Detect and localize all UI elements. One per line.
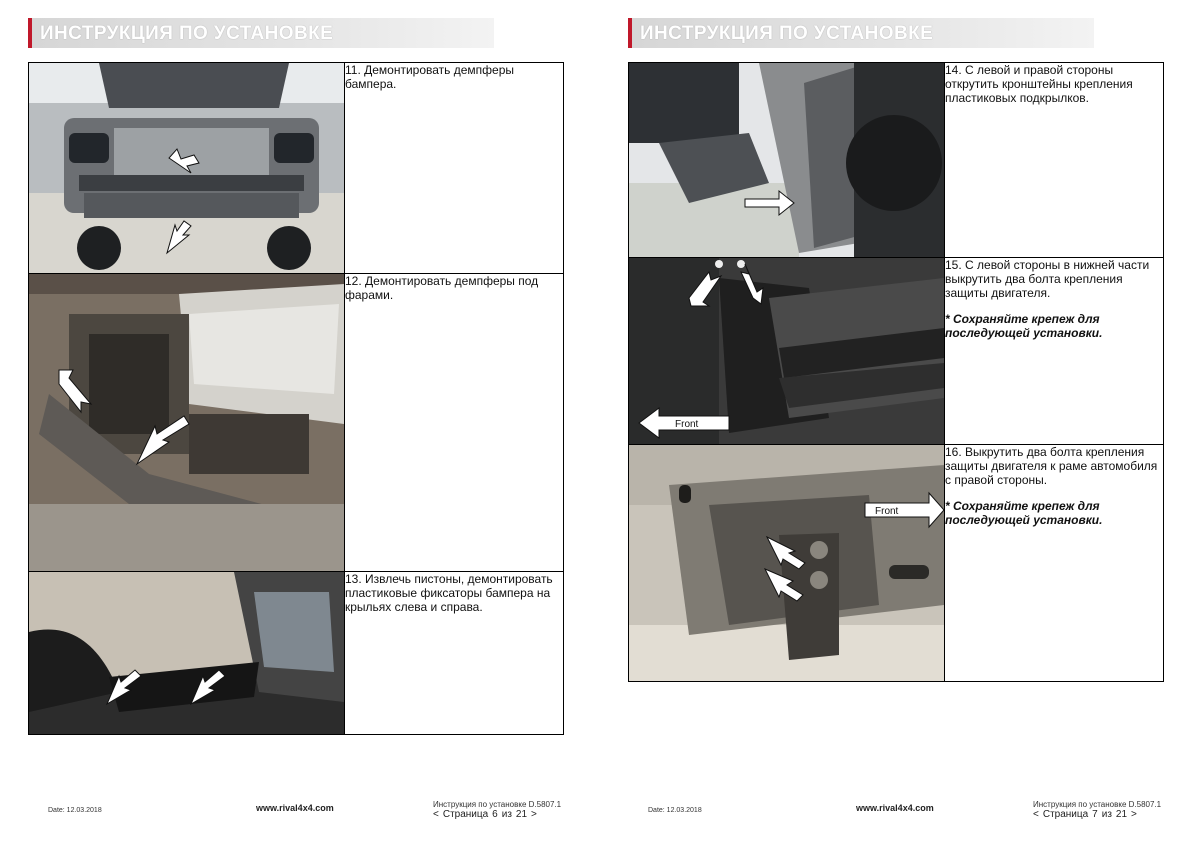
footer-doc: Инструкция по установке D.5807.1: [433, 800, 562, 809]
step-text-11: [345, 63, 564, 274]
steps-table: [628, 62, 1164, 682]
page-of: из: [501, 809, 512, 820]
step-row-14: [629, 63, 1164, 258]
engine-guard-right-photo: [629, 445, 944, 681]
page-counter: [433, 809, 541, 820]
wheel-arch-photo: [629, 63, 944, 257]
step-description: 12. Демонтировать демпферы под фарами.: [345, 274, 539, 302]
step-description: 15. С левой стороны в нижней части выкрутить два болта крепления защиты двигателя.: [945, 258, 1150, 300]
step-description: 13. Извлечь пистоны, демонтировать пластиковые фиксаторы бампера на крыльях слева и справа.: [345, 572, 553, 614]
fender-bracket-photo: [29, 572, 344, 734]
page-suffix: >: [531, 809, 537, 820]
page-of: из: [1101, 809, 1112, 820]
step-photo-11: [29, 63, 345, 274]
footer-doc: Инструкция по установке D.5807.1: [1033, 800, 1162, 809]
step-note: * Сохраняйте крепеж для последующей установки.: [945, 499, 1103, 527]
step-photo-14: [629, 63, 945, 258]
front-label: Front: [675, 419, 699, 430]
footer-site: www.rival4x4.com: [256, 803, 334, 813]
step-row-15: [629, 258, 1164, 445]
step-text-13: [345, 572, 564, 735]
footer-date: Date: 12.03.2018: [48, 807, 102, 814]
footer-date: Date: 12.03.2018: [648, 807, 702, 814]
page-number: 7: [1092, 809, 1098, 820]
step-description: 16. Выкрутить два болта крепления защиты двигателя к раме автомобиля с правой стороны.: [945, 445, 1158, 487]
step-row-13: [29, 572, 564, 735]
steps-table: [28, 62, 564, 735]
engine-guard-left-photo: [629, 258, 944, 444]
step-text-12: [345, 274, 564, 572]
page-total: 21: [515, 809, 528, 820]
page-word: Страница: [442, 809, 489, 820]
page-counter: [1033, 809, 1141, 820]
step-photo-13: [29, 572, 345, 735]
step-photo-12: [29, 274, 345, 572]
step-row-11: [29, 63, 564, 274]
step-note: * Сохраняйте крепеж для последующей установки.: [945, 312, 1103, 340]
page-7: [600, 0, 1200, 848]
car-front-photo: [29, 63, 344, 273]
step-row-12: [29, 274, 564, 572]
page-total: 21: [1115, 809, 1128, 820]
page-number: 6: [492, 809, 498, 820]
header-bar: [28, 18, 494, 48]
step-text-14: [945, 63, 1164, 258]
page-word: Страница: [1042, 809, 1089, 820]
step-photo-16: [629, 445, 945, 682]
step-text-15: [945, 258, 1164, 445]
header-bar: [628, 18, 1094, 48]
page-title: ИНСТРУКЦИЯ ПО УСТАНОВКЕ: [40, 23, 334, 44]
step-row-16: [629, 445, 1164, 682]
page-title: ИНСТРУКЦИЯ ПО УСТАНОВКЕ: [640, 23, 934, 44]
page-suffix: >: [1131, 809, 1137, 820]
step-description: 11. Демонтировать демпферы бампера.: [345, 63, 515, 91]
step-photo-15: [629, 258, 945, 445]
step-description: 14. С левой и правой стороны открутить кронштейны крепления пластиковых подкрылков.: [945, 63, 1133, 105]
step-text-16: [945, 445, 1164, 682]
front-label: Front: [875, 506, 899, 517]
footer-site: www.rival4x4.com: [856, 803, 934, 813]
page-prefix: <: [1033, 809, 1039, 820]
page-prefix: <: [433, 809, 439, 820]
headlight-area-photo: [29, 274, 344, 571]
